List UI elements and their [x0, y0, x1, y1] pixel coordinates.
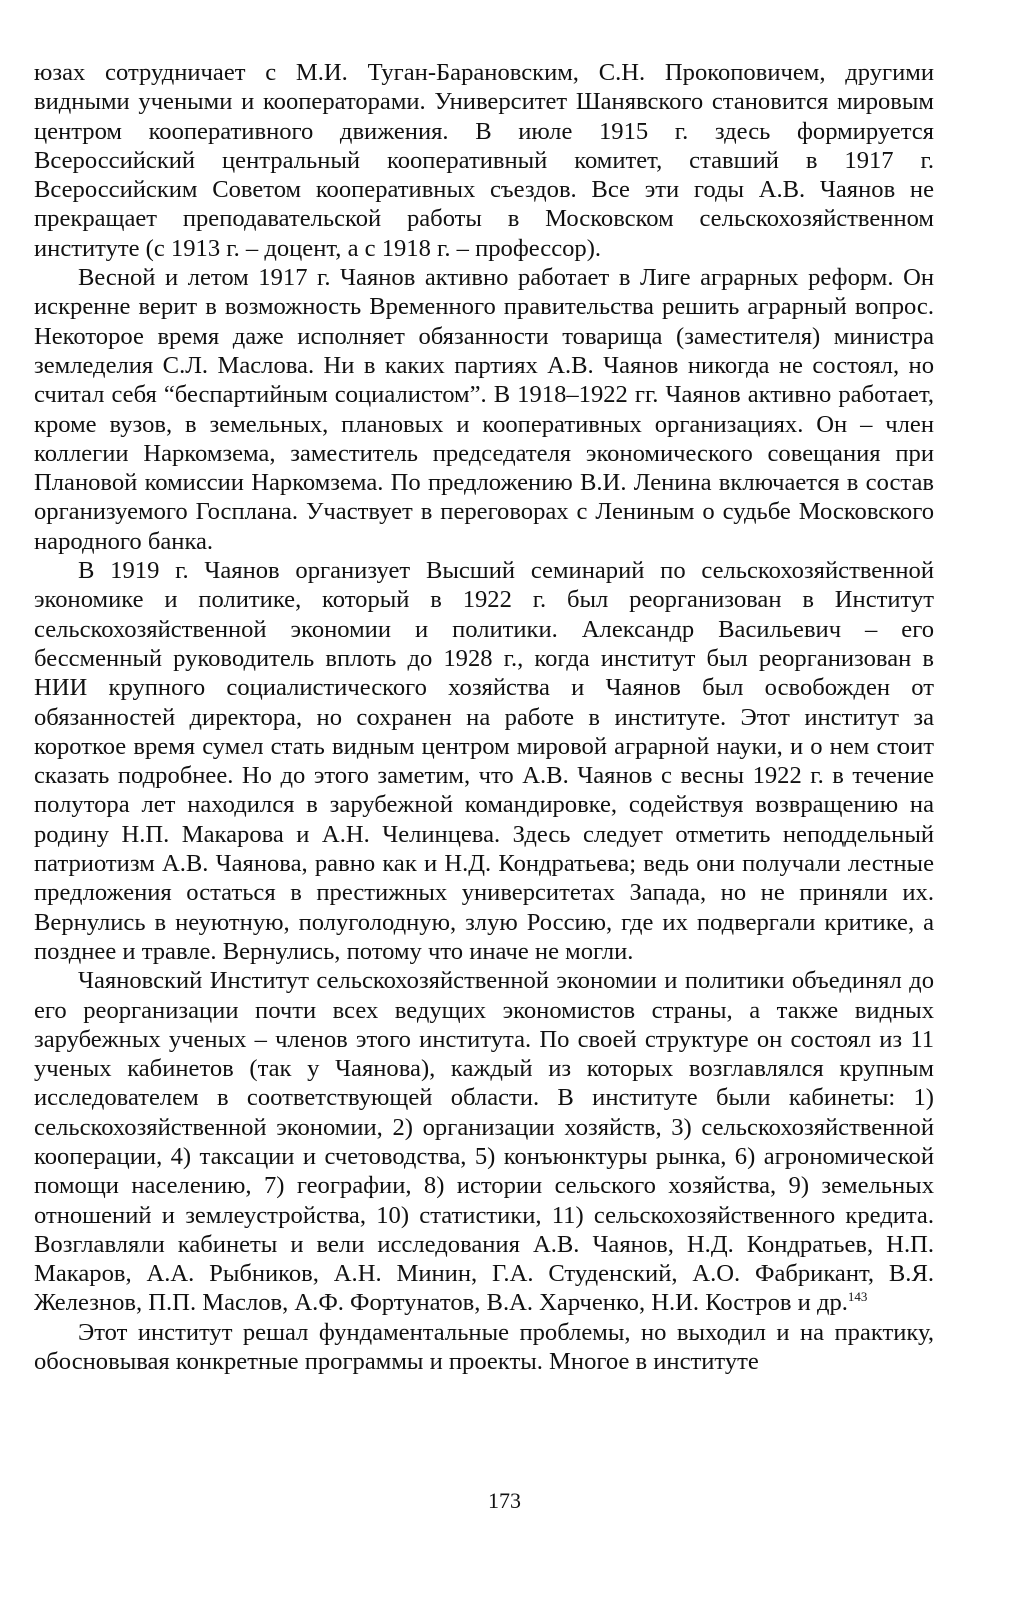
footnote-reference[interactable]: 143	[847, 1289, 868, 1305]
paragraph-5	[34, 1318, 934, 1377]
paragraph-5-text: Этот институт решал фундаментальные проблемы, но выходил и на практику, обосновывая конкретные программы и проекты. Многое в институте	[34, 1318, 934, 1376]
paragraph-1	[34, 58, 934, 263]
paragraph-2-text: Весной и летом 1917 г. Чаянов активно работает в Лиге аграрных реформ. Он искренне верит в возможность Временного правительства решить аграрный вопрос. Некоторое время даже исполняет обязанности товарища (заместителя) министра земледелия С.Л. Маслова. Ни в каких партиях А.В. Чаянов никогда не состоял, но считал себя “беспартийным социалистом”. В 1918–1922 гг. Чаянов активно работает, кроме вузов, в земельных, плановых и кооперативных организациях. Он – член коллегии Наркомзема, заместитель председателя экономического совещания при Плановой комиссии Наркомзема. По предложению В.И. Ленина включается в состав организуемого Госплана. Участвует в переговорах с Лениным о судьбе Московского народного банка.	[34, 264, 934, 555]
paragraph-4-text: Чаяновский Институт сельскохозяйственной экономии и политики объединял до его реорганизации почти всех ведущих экономистов страны, а также видных зарубежных ученых – членов этого института. По своей структуре он состоял из 11 ученых кабинетов (так у Чаянова), каждый из которых возглавлялся крупным исследователем в соответствующей области. В институте были кабинеты: 1) сельскохозяйственной экономии, 2) организации хозяйств, 3) сельскохозяйственной кооперации, 4) таксации и счетоводства, 5) конъюнктуры рынка, 6) агрономической помощи населению, 7) географии, 8) истории сельского хозяйства, 9) земельных отношений и землеустройства, 10) статистики, 11) сельскохозяйственного кредита. Возглавляли кабинеты и вели исследования А.В. Чаянов, Н.Д. Кондратьев, Н.П. Макаров, А.А. Рыбников, А.Н. Минин, Г.А. Студенский, А.О. Фабрикант, В.Я. Железнов, П.П. Маслов, А.Ф. Фортунатов, В.А. Харченко, Н.И. Костров и др.	[34, 967, 934, 1317]
paragraph-2	[34, 263, 934, 556]
page-body	[34, 58, 934, 1376]
page-number: 173	[488, 1488, 521, 1513]
paragraph-3-text: В 1919 г. Чаянов организует Высший семинарий по сельскохозяйственной экономике и политике, который в 1922 г. был реорганизован в Институт сельскохозяйственной экономии и политики. Александр Васильевич – его бессменный руководитель вплоть до 1928 г., когда институт был реорганизован в НИИ крупного социалистического хозяйства и Чаянов был освобожден от обязанностей директора, но сохранен на работе в институте. Этот институт за короткое время сумел стать видным центром мировой аграрной науки, и о нем стоит сказать подробнее. Но до этого заметим, что А.В. Чаянов с весны 1922 г. в течение полутора лет находился в зарубежной командировке, содействуя возвращению на родину Н.П. Макарова и А.Н. Челинцева. Здесь следует отметить неподдельный патриотизм А.В. Чаянова, равно как и Н.Д. Кондратьева; ведь они получали лестные предложения остаться в престижных университетах Запада, но не приняли их. Вернулись в неуютную, полуголодную, злую Россию, где их подвергали критике, а позднее и травле. Вернулись, потому что иначе не могли.	[34, 557, 934, 965]
paragraph-1-text: юзах сотрудничает с М.И. Туган-Барановским, С.Н. Прокоповичем, другими видными учеными и кооператорами. Университет Шанявского становится мировым центром кооперативного движения. В июле 1915 г. здесь формируется Всероссийский центральный кооперативный комитет, ставший в 1917 г. Всероссийским Советом кооперативных съездов. Все эти годы А.В. Чаянов не прекращает преподавательской работы в Московском сельскохозяйственном институте (с 1913 г. – доцент, а с 1918 г. – профессор).	[34, 59, 934, 262]
paragraph-4	[34, 966, 934, 1318]
paragraph-3	[34, 556, 934, 966]
